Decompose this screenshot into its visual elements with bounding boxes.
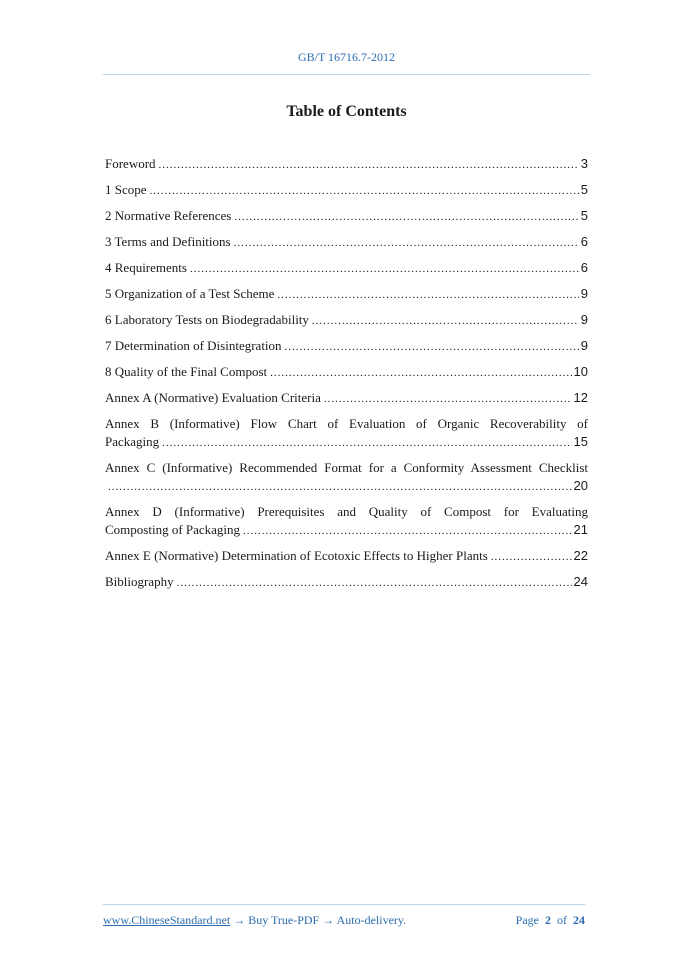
toc-entry-page: 15 — [573, 434, 588, 449]
toc-entry-page: 10 — [573, 364, 588, 379]
arrow-right-icon: → — [322, 913, 335, 927]
buy-pdf-link[interactable]: Buy True-PDF — [248, 913, 320, 927]
toc-entry-page: 6 — [580, 234, 588, 249]
dot-leader — [159, 156, 579, 174]
dot-leader — [285, 338, 579, 356]
page-number — [516, 913, 585, 928]
dot-leader — [277, 286, 578, 304]
page-footer — [103, 904, 585, 928]
toc-entry-biodegradability[interactable] — [105, 311, 588, 330]
toc-entry-page: 24 — [573, 574, 588, 589]
of-word: of — [557, 913, 567, 927]
toc-entry-test-scheme[interactable] — [105, 285, 588, 304]
toc-entry-scope[interactable] — [105, 181, 588, 200]
dot-leader — [190, 260, 579, 278]
toc-entry-label: 3 Terms and Definitions — [105, 234, 231, 249]
toc-entry-label: Annex E (Normative) Determination of Ecotoxic Effects to Higher Plants — [105, 548, 488, 563]
toc-entry-label: 8 Quality of the Final Compost — [105, 364, 268, 379]
toc-entry-label: 2 Normative References — [105, 208, 232, 223]
toc-entry-bibliography[interactable] — [105, 573, 588, 592]
toc-entry-label: 6 Laboratory Tests on Biodegradability — [105, 312, 309, 327]
dot-leader — [177, 574, 572, 592]
site-link[interactable]: www.ChineseStandard.net — [103, 913, 231, 927]
dot-leader — [491, 548, 572, 566]
footer-promo — [103, 913, 406, 928]
toc-entry-annex-c[interactable] — [105, 459, 588, 496]
toc-entry-page: 12 — [573, 390, 588, 405]
dot-leader — [162, 434, 571, 452]
toc-entry-label-line2: Composting of Packaging — [105, 522, 241, 537]
toc-entry-label: Bibliography — [105, 574, 174, 589]
toc-title: Table of Contents — [286, 103, 407, 120]
dot-leader — [324, 390, 572, 408]
table-of-contents — [105, 155, 588, 599]
page-current: 2 — [545, 913, 551, 927]
toc-entry-page: 9 — [580, 286, 588, 301]
dot-leader — [234, 208, 578, 226]
toc-entry-annex-d[interactable] — [105, 503, 588, 540]
toc-entry-page: 20 — [573, 478, 588, 493]
toc-entry-page: 9 — [580, 338, 588, 353]
toc-entry-label-line1: Annex C (Informative) Recommended Format for a Conformity Assessment Checklist — [105, 460, 588, 475]
auto-delivery-text: Auto-delivery. — [336, 913, 407, 927]
toc-entry-page: 3 — [580, 156, 588, 171]
toc-entry-annex-b[interactable] — [105, 415, 588, 452]
toc-entry-annex-e[interactable] — [105, 547, 588, 566]
arrow-right-icon: → — [233, 913, 246, 927]
toc-entry-page: 5 — [580, 208, 588, 223]
toc-entry-label-line1: Annex B (Informative) Flow Chart of Evaluation of Organic Recoverability of — [105, 416, 588, 431]
toc-entry-label: 5 Organization of a Test Scheme — [105, 286, 275, 301]
dot-leader — [243, 522, 571, 540]
toc-entry-final-compost[interactable] — [105, 363, 588, 382]
toc-entry-label-line2: Packaging — [105, 434, 160, 449]
dot-leader — [150, 182, 579, 200]
dot-leader — [270, 364, 571, 382]
toc-entry-page: 5 — [580, 182, 588, 197]
toc-entry-disintegration[interactable] — [105, 337, 588, 356]
toc-entry-page: 9 — [580, 312, 588, 327]
dot-leader — [108, 478, 572, 496]
page-header — [103, 50, 590, 75]
toc-entry-page: 21 — [573, 522, 588, 537]
dot-leader — [234, 234, 579, 252]
toc-entry-label: Foreword — [105, 156, 156, 171]
page-total: 24 — [573, 913, 585, 927]
toc-entry-normative-references[interactable] — [105, 207, 588, 226]
page-word: Page — [515, 913, 539, 927]
toc-entry-label-line1: Annex D (Informative) Prerequisites and Quality of Compost for Evaluating — [105, 504, 588, 519]
toc-entry-terms[interactable] — [105, 233, 588, 252]
toc-entry-label: 7 Determination of Disintegration — [105, 338, 282, 353]
toc-entry-annex-a[interactable] — [105, 389, 588, 408]
toc-entry-foreword[interactable] — [105, 155, 588, 174]
dot-leader — [312, 312, 579, 330]
standard-code: GB/T 16716.7-2012 — [297, 50, 396, 64]
toc-entry-label: 4 Requirements — [105, 260, 187, 275]
toc-entry-label: Annex A (Normative) Evaluation Criteria — [105, 390, 321, 405]
toc-entry-page: 6 — [580, 260, 588, 275]
toc-entry-requirements[interactable] — [105, 259, 588, 278]
toc-entry-page: 22 — [573, 548, 588, 563]
toc-entry-label: 1 Scope — [105, 182, 147, 197]
